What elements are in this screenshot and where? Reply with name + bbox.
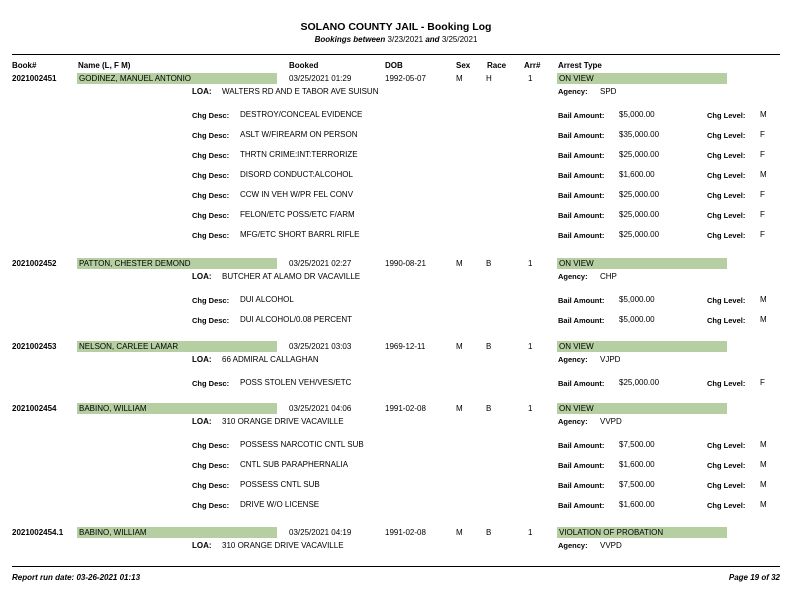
- bail-amount-label: Bail Amount:: [558, 231, 605, 240]
- charge-level: F: [760, 210, 765, 219]
- charge-description: POSSESS NARCOTIC CNTL SUB: [240, 440, 364, 449]
- sex: M: [456, 528, 463, 537]
- bail-amount: $7,500.00: [619, 440, 655, 449]
- charge-description: DESTROY/CONCEAL EVIDENCE: [240, 110, 363, 119]
- charge-level: F: [760, 130, 765, 139]
- agency-value: VVPD: [600, 541, 622, 550]
- booked-datetime: 03/25/2021 04:19: [289, 528, 352, 537]
- report-run-date: Report run date: 03-26-2021 01:13: [12, 573, 141, 582]
- charge-description: CCW IN VEH W/PR FEL CONV: [240, 190, 354, 199]
- chg-desc-label: Chg Desc:: [192, 211, 230, 220]
- bail-amount-label: Bail Amount:: [558, 296, 605, 305]
- chg-level-label: Chg Level:: [707, 296, 746, 305]
- book-number: 2021002451: [12, 74, 57, 83]
- report-title: SOLANO COUNTY JAIL - Booking Log: [300, 21, 492, 33]
- inmate-name: NELSON, CARLEE LAMAR: [79, 342, 179, 351]
- chg-level-label: Chg Level:: [707, 379, 746, 388]
- chg-desc-label: Chg Desc:: [192, 151, 230, 160]
- agency-value: SPD: [600, 87, 617, 96]
- charge-description: FELON/ETC POSS/ETC F/ARM: [240, 210, 355, 219]
- col-sex: Sex: [456, 61, 471, 70]
- inmate-name: BABINO, WILLIAM: [79, 528, 147, 537]
- charge-description: DUI ALCOHOL: [240, 295, 294, 304]
- footer-rule: [12, 566, 780, 567]
- charge-level: M: [760, 295, 767, 304]
- col-name: Name (L, F M): [78, 61, 131, 70]
- chg-level-label: Chg Level:: [707, 131, 746, 140]
- race: B: [486, 528, 492, 537]
- chg-level-label: Chg Level:: [707, 231, 746, 240]
- loa-label: LOA:: [192, 272, 212, 281]
- agency-label: Agency:: [558, 417, 588, 426]
- charge-description: CNTL SUB PARAPHERNALIA: [240, 460, 349, 469]
- charge-level: M: [760, 170, 767, 179]
- dob: 1992-05-07: [385, 74, 426, 83]
- chg-level-label: Chg Level:: [707, 191, 746, 200]
- loa-label: LOA:: [192, 541, 212, 550]
- arr-number: 1: [528, 528, 533, 537]
- bail-amount-label: Bail Amount:: [558, 379, 605, 388]
- col-book: Book#: [12, 61, 37, 70]
- chg-desc-label: Chg Desc:: [192, 191, 230, 200]
- chg-desc-label: Chg Desc:: [192, 131, 230, 140]
- charge-description: DUI ALCOHOL/0.08 PERCENT: [240, 315, 353, 324]
- chg-level-label: Chg Level:: [707, 316, 746, 325]
- agency-label: Agency:: [558, 87, 588, 96]
- chg-desc-label: Chg Desc:: [192, 441, 230, 450]
- arrest-type: VIOLATION OF PROBATION: [559, 528, 664, 537]
- sex: M: [456, 259, 463, 268]
- booked-datetime: 03/25/2021 03:03: [289, 342, 352, 351]
- page-number: Page 19 of 32: [728, 573, 780, 582]
- col-race: Race: [487, 61, 507, 70]
- bail-amount: $25,000.00: [619, 150, 660, 159]
- booked-datetime: 03/25/2021 01:29: [289, 74, 352, 83]
- loa-value: 66 ADMIRAL CALLAGHAN: [222, 355, 319, 364]
- bail-amount-label: Bail Amount:: [558, 211, 605, 220]
- race: H: [486, 74, 492, 83]
- book-number: 2021002453: [12, 342, 57, 351]
- chg-level-label: Chg Level:: [707, 151, 746, 160]
- bail-amount-label: Bail Amount:: [558, 171, 605, 180]
- bail-amount-label: Bail Amount:: [558, 316, 605, 325]
- arr-number: 1: [528, 74, 533, 83]
- charge-description: MFG/ETC SHORT BARRL RIFLE: [240, 230, 360, 239]
- race: B: [486, 404, 492, 413]
- chg-desc-label: Chg Desc:: [192, 481, 230, 490]
- charge-level: M: [760, 440, 767, 449]
- chg-desc-label: Chg Desc:: [192, 111, 230, 120]
- bail-amount-label: Bail Amount:: [558, 111, 605, 120]
- chg-desc-label: Chg Desc:: [192, 231, 230, 240]
- loa-value: 310 ORANGE DRIVE VACAVILLE: [222, 417, 344, 426]
- chg-desc-label: Chg Desc:: [192, 379, 230, 388]
- col-arrest-type: Arrest Type: [558, 61, 602, 70]
- loa-value: BUTCHER AT ALAMO DR VACAVILLE: [222, 272, 361, 281]
- bail-amount: $25,000.00: [619, 230, 660, 239]
- race: B: [486, 259, 492, 268]
- arrest-type: ON VIEW: [559, 404, 594, 413]
- chg-desc-label: Chg Desc:: [192, 316, 230, 325]
- bail-amount: $35,000.00: [619, 130, 660, 139]
- bail-amount-label: Bail Amount:: [558, 131, 605, 140]
- charge-level: M: [760, 110, 767, 119]
- header-rule: [12, 54, 780, 55]
- sex: M: [456, 342, 463, 351]
- agency-value: CHP: [600, 272, 617, 281]
- report-subtitle: [0, 35, 792, 44]
- inmate-name: BABINO, WILLIAM: [79, 404, 147, 413]
- arrest-type: ON VIEW: [559, 342, 594, 351]
- chg-level-label: Chg Level:: [707, 111, 746, 120]
- arr-number: 1: [528, 342, 533, 351]
- date-to: 3/25/2021: [441, 35, 478, 44]
- loa-value: 310 ORANGE DRIVE VACAVILLE: [222, 541, 344, 550]
- bail-amount: $7,500.00: [619, 480, 655, 489]
- bail-amount: $5,000.00: [619, 315, 655, 324]
- charge-level: M: [760, 480, 767, 489]
- bail-amount-label: Bail Amount:: [558, 191, 605, 200]
- agency-label: Agency:: [558, 272, 588, 281]
- arrest-type: ON VIEW: [559, 259, 594, 268]
- chg-level-label: Chg Level:: [707, 211, 746, 220]
- agency-label: Agency:: [558, 355, 588, 364]
- charge-description: THRTN CRIME:INT:TERRORIZE: [240, 150, 358, 159]
- bail-amount: $1,600.00: [619, 500, 655, 509]
- booked-datetime: 03/25/2021 02:27: [289, 259, 352, 268]
- race: B: [486, 342, 492, 351]
- charge-level: F: [760, 190, 765, 199]
- charge-description: DRIVE W/O LICENSE: [240, 500, 320, 509]
- bail-amount-label: Bail Amount:: [558, 461, 605, 470]
- chg-desc-label: Chg Desc:: [192, 296, 230, 305]
- charge-level: M: [760, 460, 767, 469]
- col-dob: DOB: [385, 61, 403, 70]
- bail-amount: $1,600.00: [619, 460, 655, 469]
- charge-level: M: [760, 315, 767, 324]
- subtitle-prefix: Bookings between: [314, 35, 386, 44]
- chg-desc-label: Chg Desc:: [192, 501, 230, 510]
- charge-description: POSSESS CNTL SUB: [240, 480, 320, 489]
- loa-label: LOA:: [192, 87, 212, 96]
- charge-level: F: [760, 230, 765, 239]
- arrest-type: ON VIEW: [559, 74, 594, 83]
- dob: 1990-08-21: [385, 259, 426, 268]
- bail-amount-label: Bail Amount:: [558, 501, 605, 510]
- bail-amount: $1,600.00: [619, 170, 655, 179]
- loa-value: WALTERS RD AND E TABOR AVE SUISUN: [222, 87, 379, 96]
- chg-level-label: Chg Level:: [707, 461, 746, 470]
- chg-desc-label: Chg Desc:: [192, 461, 230, 470]
- dob: 1991-02-08: [385, 404, 426, 413]
- and-word: and: [425, 35, 440, 44]
- bail-amount-label: Bail Amount:: [558, 441, 605, 450]
- arr-number: 1: [528, 259, 533, 268]
- col-booked: Booked: [289, 61, 319, 70]
- book-number: 2021002454: [12, 404, 57, 413]
- bail-amount: $25,000.00: [619, 378, 660, 387]
- charge-description: ASLT W/FIREARM ON PERSON: [240, 130, 358, 139]
- booked-datetime: 03/25/2021 04:06: [289, 404, 352, 413]
- bail-amount: $5,000.00: [619, 110, 655, 119]
- agency-value: VJPD: [600, 355, 621, 364]
- bail-amount: $25,000.00: [619, 210, 660, 219]
- charge-level: M: [760, 500, 767, 509]
- bail-amount: $5,000.00: [619, 295, 655, 304]
- chg-desc-label: Chg Desc:: [192, 171, 230, 180]
- loa-label: LOA:: [192, 417, 212, 426]
- dob: 1969-12-11: [385, 342, 426, 351]
- chg-level-label: Chg Level:: [707, 441, 746, 450]
- inmate-name: GODINEZ, MANUEL ANTONIO: [79, 74, 192, 83]
- chg-level-label: Chg Level:: [707, 481, 746, 490]
- inmate-name: PATTON, CHESTER DEMOND: [79, 259, 191, 268]
- charge-description: DISORD CONDUCT:ALCOHOL: [240, 170, 353, 179]
- chg-level-label: Chg Level:: [707, 171, 746, 180]
- bail-amount-label: Bail Amount:: [558, 481, 605, 490]
- dob: 1991-02-08: [385, 528, 426, 537]
- agency-value: VVPD: [600, 417, 622, 426]
- charge-level: F: [760, 378, 765, 387]
- charge-description: POSS STOLEN VEH/VES/ETC: [240, 378, 352, 387]
- sex: M: [456, 74, 463, 83]
- col-arr: Arr#: [524, 61, 541, 70]
- chg-level-label: Chg Level:: [707, 501, 746, 510]
- loa-label: LOA:: [192, 355, 212, 364]
- arr-number: 1: [528, 404, 533, 413]
- sex: M: [456, 404, 463, 413]
- book-number: 2021002452: [12, 259, 57, 268]
- charge-level: F: [760, 150, 765, 159]
- bail-amount-label: Bail Amount:: [558, 151, 605, 160]
- book-number: 2021002454.1: [12, 528, 64, 537]
- agency-label: Agency:: [558, 541, 588, 550]
- bail-amount: $25,000.00: [619, 190, 660, 199]
- date-from: 3/23/2021: [387, 35, 424, 44]
